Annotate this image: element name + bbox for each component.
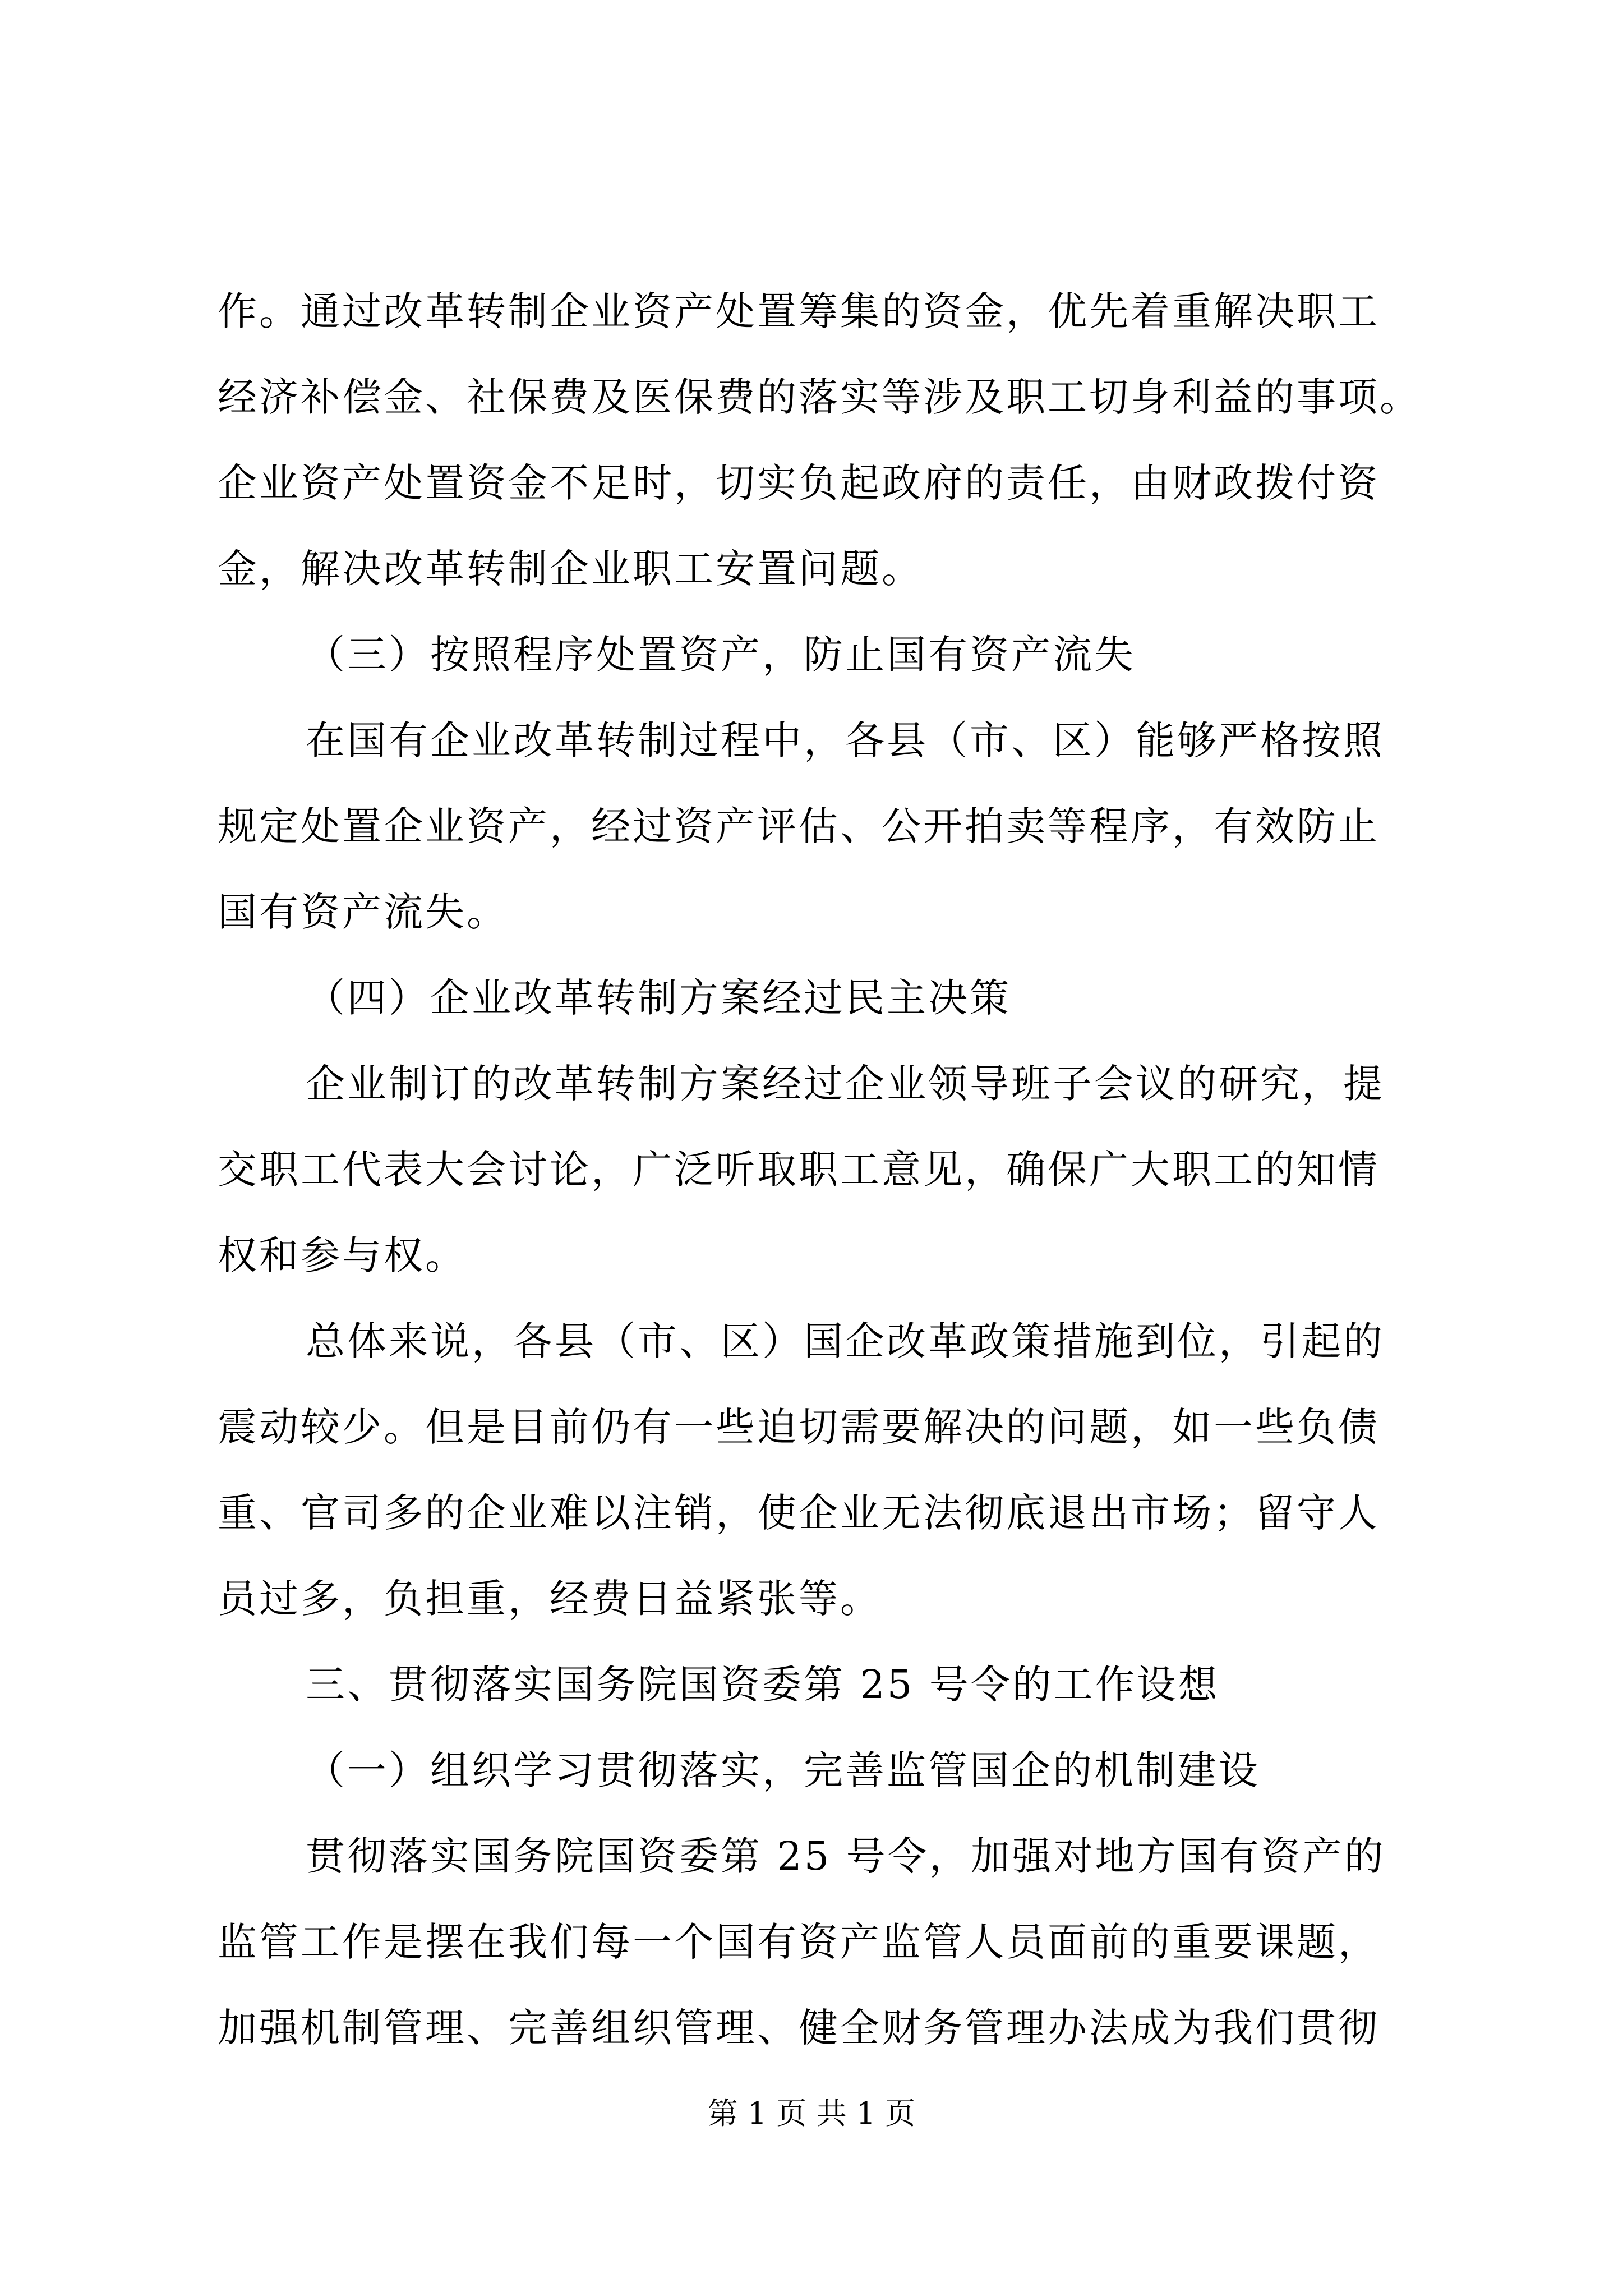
section-heading: （一）组织学习贯彻落实，完善监管国企的机制建设: [306, 1747, 1260, 1793]
body-line: 震动较少。但是目前仍有一些迫切需要解决的问题，如一些负债: [218, 1404, 1380, 1450]
body-line: 作。通过改革转制企业资产处置筹集的资金，优先着重解决职工: [218, 288, 1380, 334]
body-line: 加强机制管理、完善组织管理、健全财务管理办法成为我们贯彻: [218, 2005, 1380, 2051]
body-line: 权和参与权。: [218, 1232, 467, 1278]
section-heading: （三）按照程序处置资产，防止国有资产流失: [306, 632, 1136, 678]
section-heading: （四）企业改革转制方案经过民主决策: [306, 975, 1011, 1021]
body-line: 企业制订的改革转制方案经过企业领导班子会议的研究，提: [306, 1061, 1385, 1107]
body-line: 交职工代表大会讨论，广泛听取职工意见，确保广大职工的知情: [218, 1147, 1380, 1193]
body-line: 员过多，负担重，经费日益紧张等。: [218, 1576, 882, 1622]
body-line: 金，解决改革转制企业职工安置问题。: [218, 546, 923, 592]
body-line: 贯彻落实国务院国资委第 25 号令，加强对地方国有资产的: [306, 1833, 1386, 1879]
body-line: 国有资产流失。: [218, 889, 508, 935]
body-line: 在国有企业改革转制过程中，各县（市、区）能够严格按照: [306, 717, 1385, 763]
body-line: 总体来说，各县（市、区）国企改革政策措施到位，引起的: [306, 1318, 1385, 1364]
body-line: 重、官司多的企业难以注销，使企业无法彻底退出市场；留守人: [218, 1490, 1380, 1536]
page-number-footer: 第 1 页 共 1 页: [707, 2096, 916, 2131]
body-line: 企业资产处置资金不足时，切实负起政府的责任，由财政拨付资: [218, 460, 1380, 506]
body-line: 经济补偿金、社保费及医保费的落实等涉及职工切身利益的事项。: [218, 374, 1421, 420]
section-heading: 三、贯彻落实国务院国资委第 25 号令的工作设想: [306, 1662, 1220, 1708]
body-line: 监管工作是摆在我们每一个国有资产监管人员面前的重要课题，: [218, 1919, 1380, 1965]
body-line: 规定处置企业资产，经过资产评估、公开拍卖等程序，有效防止: [218, 803, 1380, 849]
